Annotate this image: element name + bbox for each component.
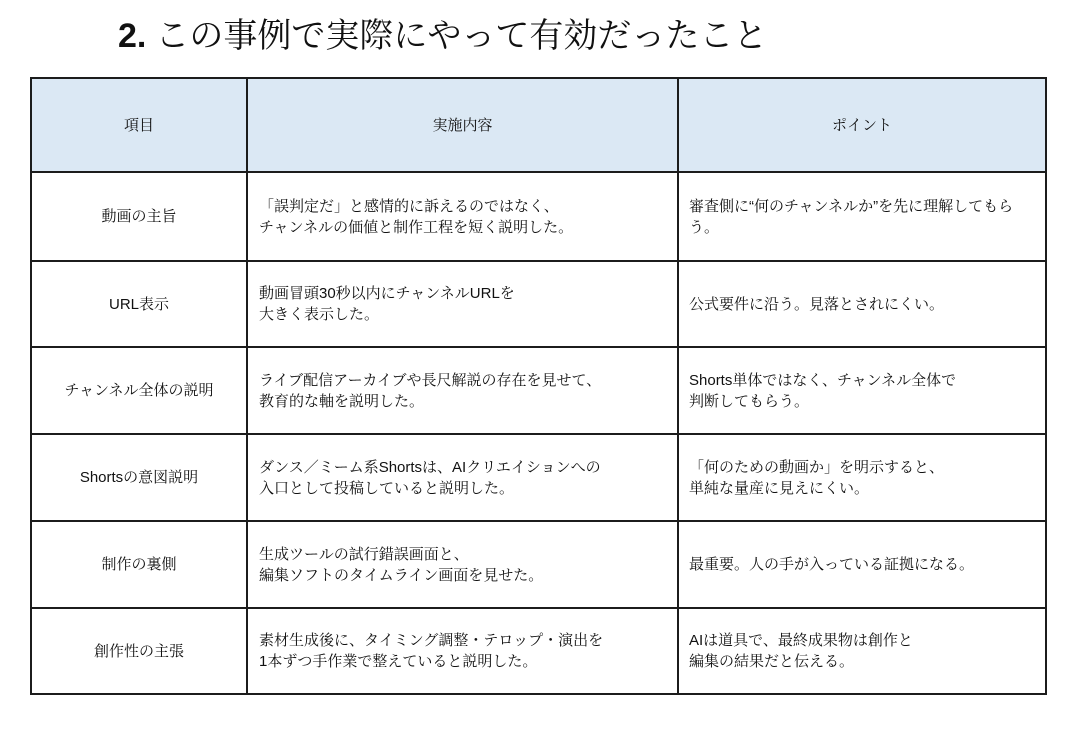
action-cell <box>248 609 679 693</box>
table-row <box>32 262 1045 348</box>
action-cell <box>248 435 679 520</box>
action-text <box>259 370 601 412</box>
action-line: 編集ソフトのタイムライン画面を見せた。 <box>259 566 544 584</box>
point-cell <box>679 262 1045 346</box>
point-text <box>689 294 944 315</box>
item-cell: Shortsの意図説明 <box>32 435 248 520</box>
action-text <box>259 283 515 325</box>
action-line: 大きく表示した。 <box>259 306 380 323</box>
table-row <box>32 522 1045 609</box>
page-title <box>118 12 767 60</box>
action-line: 教育的な軸を説明した。 <box>259 392 425 410</box>
point-cell <box>679 173 1045 260</box>
action-line: ライブ配信アーカイブや長尺解説の存在を見せて、 <box>259 371 602 389</box>
point-line: 公式要件に沿う。見落とされにくい。 <box>689 295 945 313</box>
title-text: この事例で実際にやって有効だったこと <box>155 17 768 55</box>
point-line: Shorts単体ではなく、チャンネル全体で <box>689 371 957 389</box>
table-row <box>32 435 1045 522</box>
point-text <box>689 457 944 499</box>
point-cell <box>679 435 1045 520</box>
point-text <box>689 196 1013 238</box>
title-number: 2. <box>118 17 147 55</box>
header-cell-action: 実施内容 <box>248 79 679 171</box>
action-cell <box>248 522 679 607</box>
action-line: 動画冒頭30秒以内にチャンネルURLを <box>259 285 515 302</box>
point-line: 判断してもらう。 <box>689 392 810 410</box>
table-header-row <box>32 79 1045 173</box>
table-row <box>32 173 1045 262</box>
header-cell-item: 項目 <box>32 79 248 171</box>
action-line: 1本ずつ手作業で整えていると説明した。 <box>259 653 538 670</box>
action-line: 入口として投稿していると説明した。 <box>259 479 515 497</box>
action-text <box>259 457 601 499</box>
action-text <box>259 630 603 672</box>
item-cell: 動画の主旨 <box>32 173 248 260</box>
action-cell <box>248 348 679 433</box>
action-text <box>259 544 543 586</box>
item-cell: チャンネル全体の説明 <box>32 348 248 433</box>
point-cell <box>679 522 1045 607</box>
item-cell: URL表示 <box>32 262 248 346</box>
point-text <box>689 370 956 412</box>
action-line: 素材生成後に、タイミング調整・テロップ・演出を <box>259 632 604 649</box>
action-line: ダンス／ミーム系Shortsは、AIクリエイションへの <box>259 458 601 476</box>
point-cell <box>679 348 1045 433</box>
point-line: 「何のための動画か」を明示すると、 <box>689 458 945 476</box>
action-cell <box>248 173 679 260</box>
action-line: 「誤判定だ」と感情的に訴えるのではなく、 <box>259 197 559 215</box>
point-line: 編集の結果だと伝える。 <box>689 653 855 670</box>
point-cell <box>679 609 1045 693</box>
summary-table <box>30 77 1047 695</box>
header-cell-point: ポイント <box>831 116 892 134</box>
point-line: AIは道具で、最終成果物は創作と <box>689 632 913 649</box>
point-line: う。 <box>689 218 720 236</box>
table-row <box>32 609 1045 693</box>
action-cell <box>248 262 679 346</box>
item-cell: 創作性の主張 <box>32 609 248 693</box>
action-line: チャンネルの価値と制作工程を短く説明した。 <box>259 218 574 236</box>
point-text <box>689 630 913 672</box>
point-line: 審査側に“何のチャンネルか”を先に理解してもら <box>689 197 1014 215</box>
action-line: 生成ツールの試行錯誤画面と、 <box>259 545 469 563</box>
item-cell: 制作の裏側 <box>32 522 248 607</box>
point-text <box>689 554 974 575</box>
point-line: 最重要。人の手が入っている証拠になる。 <box>689 556 975 573</box>
table-row <box>32 348 1045 435</box>
action-text <box>259 196 573 238</box>
point-line: 単純な量産に見えにくい。 <box>689 479 870 497</box>
